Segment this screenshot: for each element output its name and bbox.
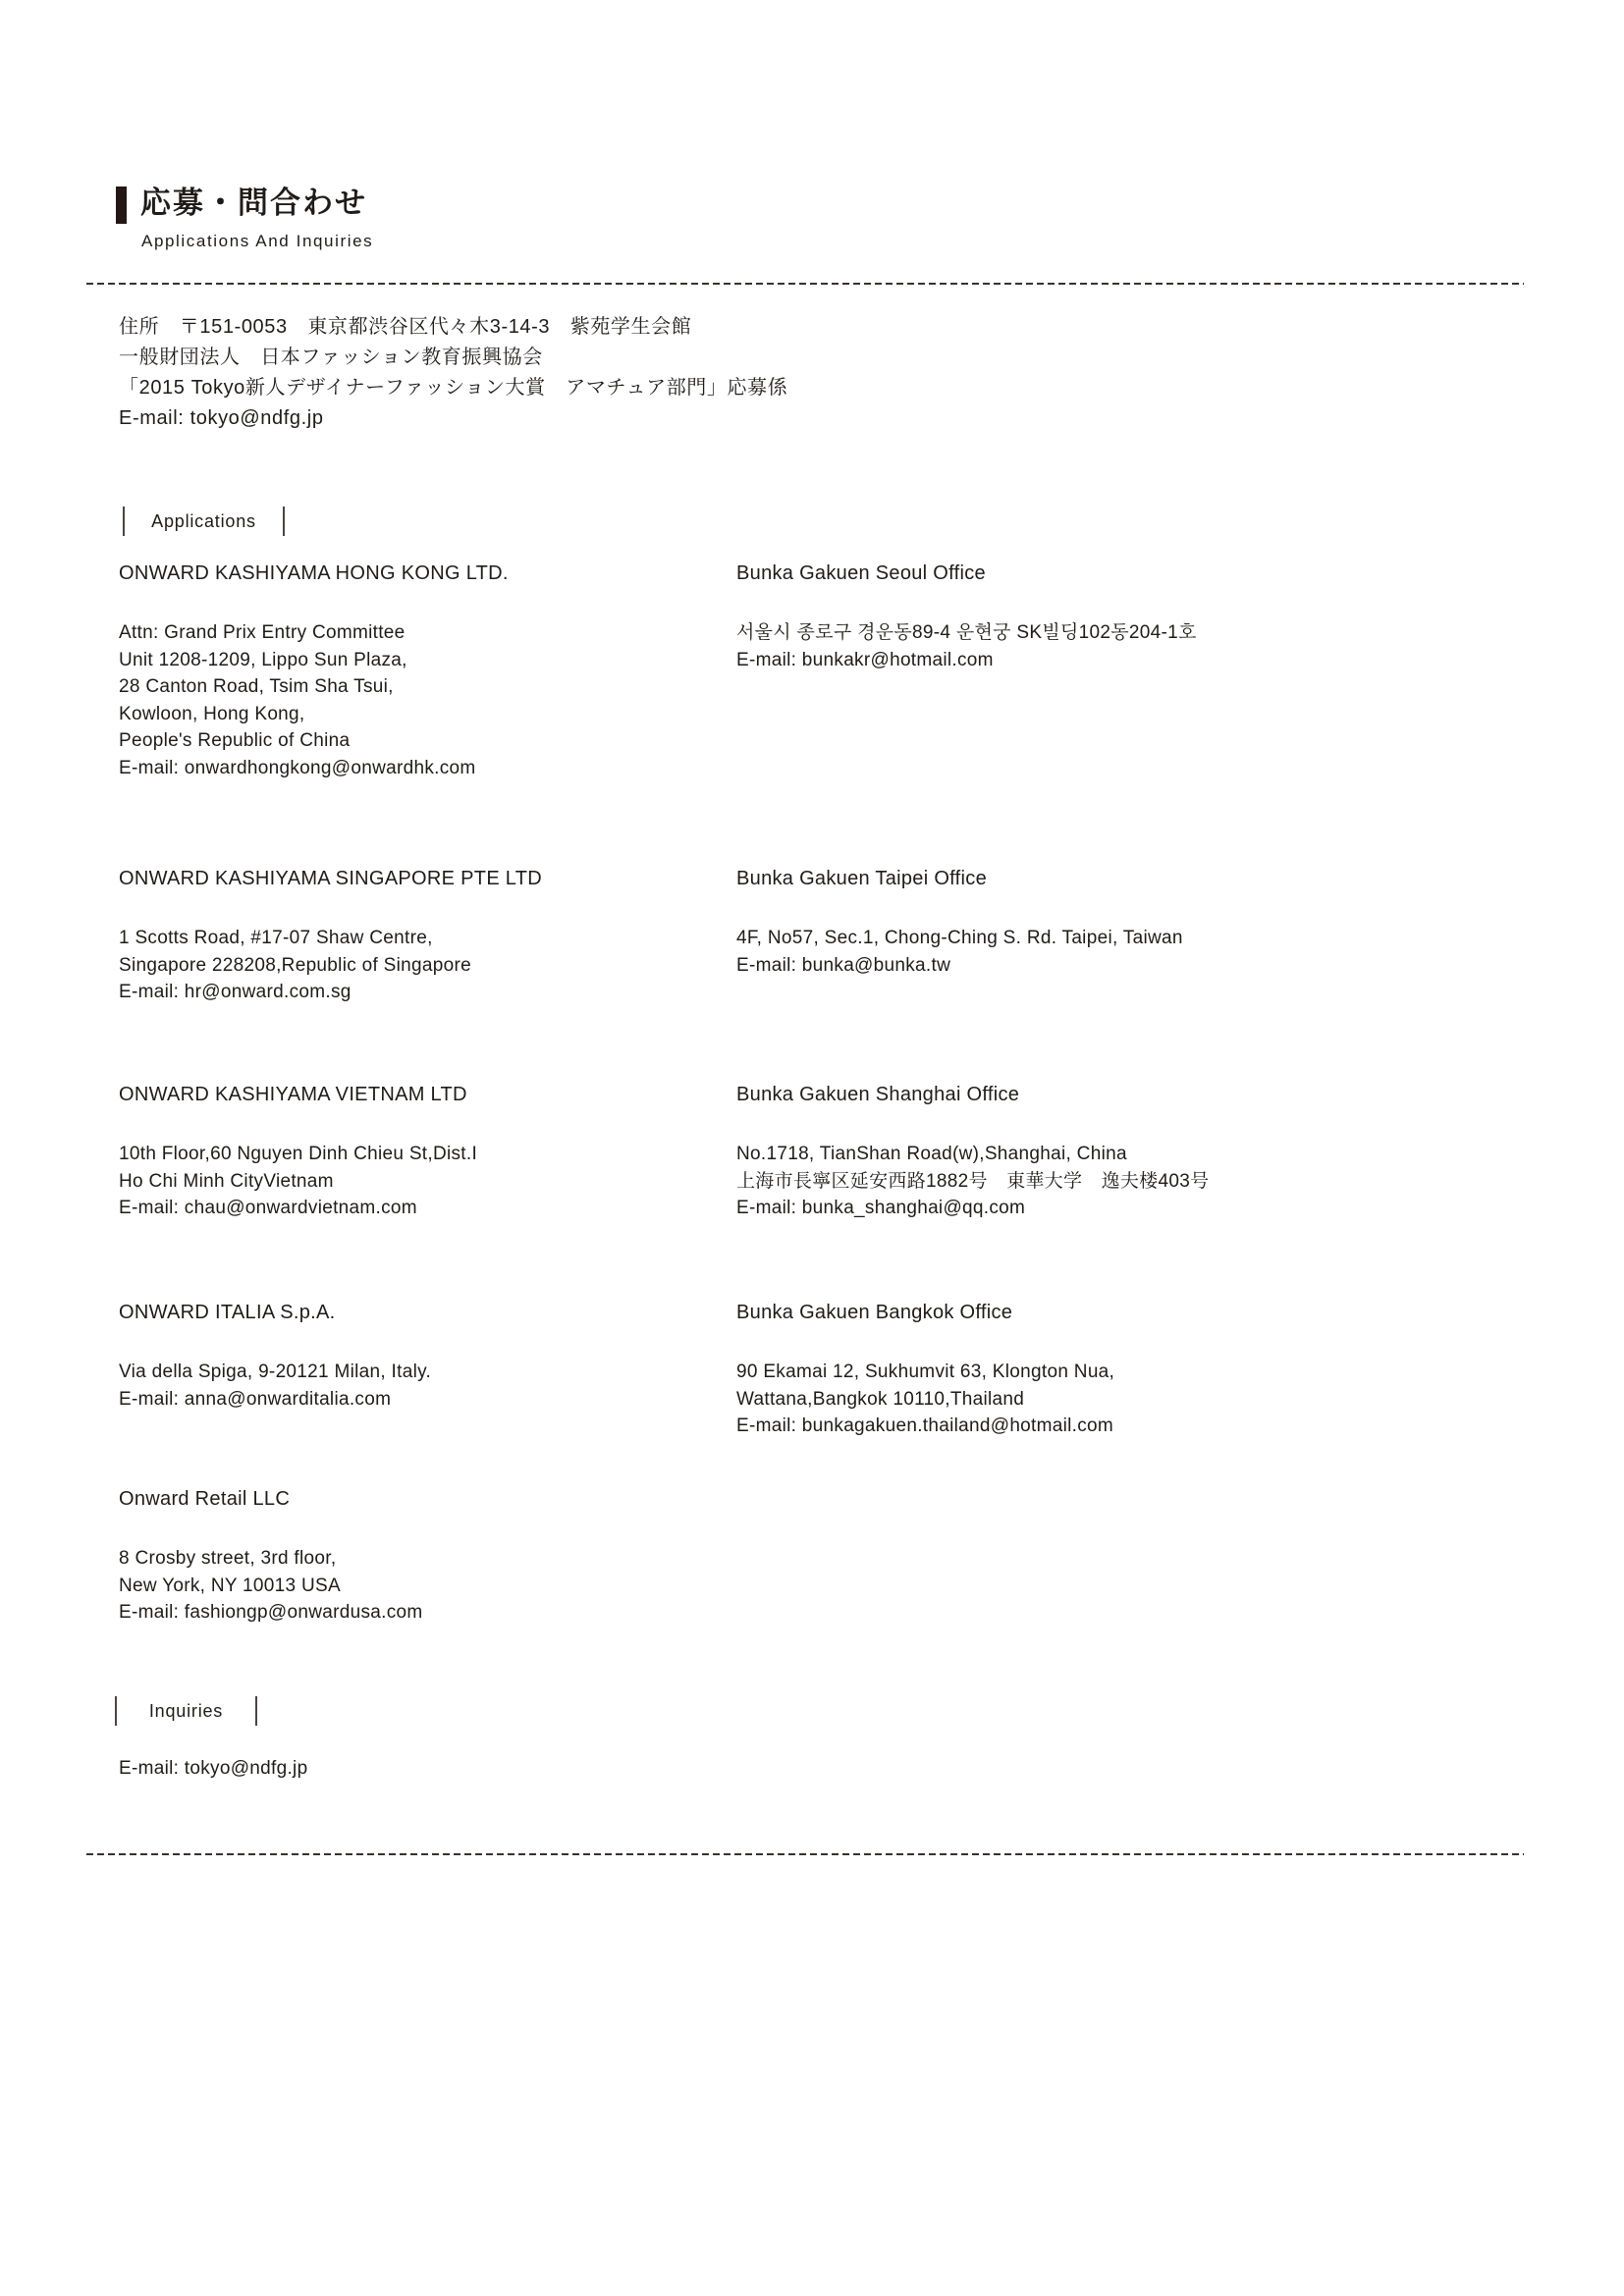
page-title: 応募・問合わせ <box>140 186 367 220</box>
org-name: Bunka Gakuen Bangkok Office <box>736 1302 1013 1323</box>
text-line: E-mail: bunka@bunka.tw <box>736 954 951 976</box>
text-line: 「2015 Tokyo新人デザイナーファッション大賞 アマチュア部門」応募係 <box>119 377 788 399</box>
org-address <box>119 619 718 781</box>
text-line: 서울시 종로구 경운동89-4 운현궁 SK빌딩102동204-1호 <box>736 622 1197 643</box>
dashed-divider-bottom <box>86 1853 1524 1855</box>
text-line: Ho Chi Minh CityVietnam <box>119 1170 334 1192</box>
org-name: ONWARD KASHIYAMA SINGAPORE PTE LTD <box>119 868 543 889</box>
text-line: 28 Canton Road, Tsim Sha Tsui, <box>119 676 394 697</box>
text-line: People's Republic of China <box>119 730 351 751</box>
text-line: E-mail: hr@onward.com.sg <box>119 982 352 1002</box>
org-name: ONWARD KASHIYAMA VIETNAM LTD <box>119 1084 467 1105</box>
title-accent-bar <box>116 187 127 224</box>
dashed-divider-top <box>86 283 1524 285</box>
label-right-bar <box>283 507 285 536</box>
applications-section-label <box>123 506 285 537</box>
text-line: 4F, No57, Sec.1, Chong-Ching S. Rd. Taipei, Taiwan <box>736 928 1183 948</box>
text-line: E-mail: tokyo@ndfg.jp <box>119 407 324 429</box>
org-name: Onward Retail LLC <box>119 1488 291 1510</box>
text-line: No.1718, TianShan Road(w),Shanghai, China <box>736 1144 1127 1164</box>
text-line: E-mail: anna@onwarditalia.com <box>119 1388 392 1410</box>
page-subtitle: Applications And Inquiries <box>141 232 374 250</box>
org-block-singapore <box>119 865 718 1006</box>
text-line: 8 Crosby street, 3rd floor, <box>119 1548 337 1569</box>
org-address <box>119 1141 718 1222</box>
text-line: 住所 〒151-0053 東京都渋谷区代々木3-14-3 紫苑学生会館 <box>119 316 692 338</box>
org-address <box>736 1141 1551 1222</box>
text-line: E-mail: bunkagakuen.thailand@hotmail.com <box>736 1415 1114 1436</box>
org-name: Bunka Gakuen Seoul Office <box>736 562 986 584</box>
org-block-taipei <box>736 865 1551 979</box>
text-line: E-mail: bunkakr@hotmail.com <box>736 649 994 670</box>
label-right-bar <box>255 1696 257 1726</box>
text-line: E-mail: bunka_shanghai@qq.com <box>736 1198 1026 1218</box>
org-block-bangkok <box>736 1299 1551 1440</box>
org-block-vietnam <box>119 1081 718 1222</box>
org-name: ONWARD ITALIA S.p.A. <box>119 1302 336 1323</box>
text-line: New York, NY 10013 USA <box>119 1575 341 1596</box>
text-line: E-mail: fashiongp@onwardusa.com <box>119 1602 423 1623</box>
text-line: 一般財団法人 日本ファッション教育振興協会 <box>119 347 543 368</box>
text-line: Via della Spiga, 9-20121 Milan, Italy. <box>119 1362 432 1382</box>
text-line: Attn: Grand Prix Entry Committee <box>119 622 406 643</box>
text-line: E-mail: chau@onwardvietnam.com <box>119 1198 417 1218</box>
org-name: Bunka Gakuen Taipei Office <box>736 868 987 889</box>
org-block-shanghai <box>736 1081 1551 1222</box>
inquiries-label-text: Inquiries <box>148 1700 224 1721</box>
text-line: 上海市長寧区延安西路1882号 東華大学 逸夫楼403号 <box>736 1170 1210 1192</box>
applications-label-text: Applications <box>151 510 256 531</box>
text-line: Kowloon, Hong Kong, <box>119 703 305 724</box>
org-block-seoul <box>736 560 1551 673</box>
text-line: 1 Scotts Road, #17-07 Shaw Centre, <box>119 928 433 948</box>
main-contact-block <box>119 312 787 434</box>
org-address <box>119 1359 718 1413</box>
text-line: Unit 1208-1209, Lippo Sun Plaza, <box>119 649 407 670</box>
inquiries-email: E-mail: tokyo@ndfg.jp <box>119 1758 308 1779</box>
inquiries-section-label <box>115 1695 257 1727</box>
org-block-hongkong <box>119 560 718 781</box>
text-line: Singapore 228208,Republic of Singapore <box>119 954 471 976</box>
org-address <box>736 619 1551 673</box>
text-line: Wattana,Bangkok 10110,Thailand <box>736 1388 1025 1410</box>
org-address <box>119 925 718 1006</box>
org-block-italia <box>119 1299 718 1413</box>
text-line: 90 Ekamai 12, Sukhumvit 63, Klongton Nua, <box>736 1362 1115 1382</box>
org-address <box>736 925 1551 979</box>
org-block-newyork <box>119 1485 718 1627</box>
org-name: ONWARD KASHIYAMA HONG KONG LTD. <box>119 562 509 584</box>
org-address <box>119 1545 718 1627</box>
text-line: E-mail: onwardhongkong@onwardhk.com <box>119 757 476 778</box>
text-line: 10th Floor,60 Nguyen Dinh Chieu St,Dist.I <box>119 1144 478 1164</box>
org-address <box>736 1359 1551 1440</box>
org-name: Bunka Gakuen Shanghai Office <box>736 1084 1020 1105</box>
